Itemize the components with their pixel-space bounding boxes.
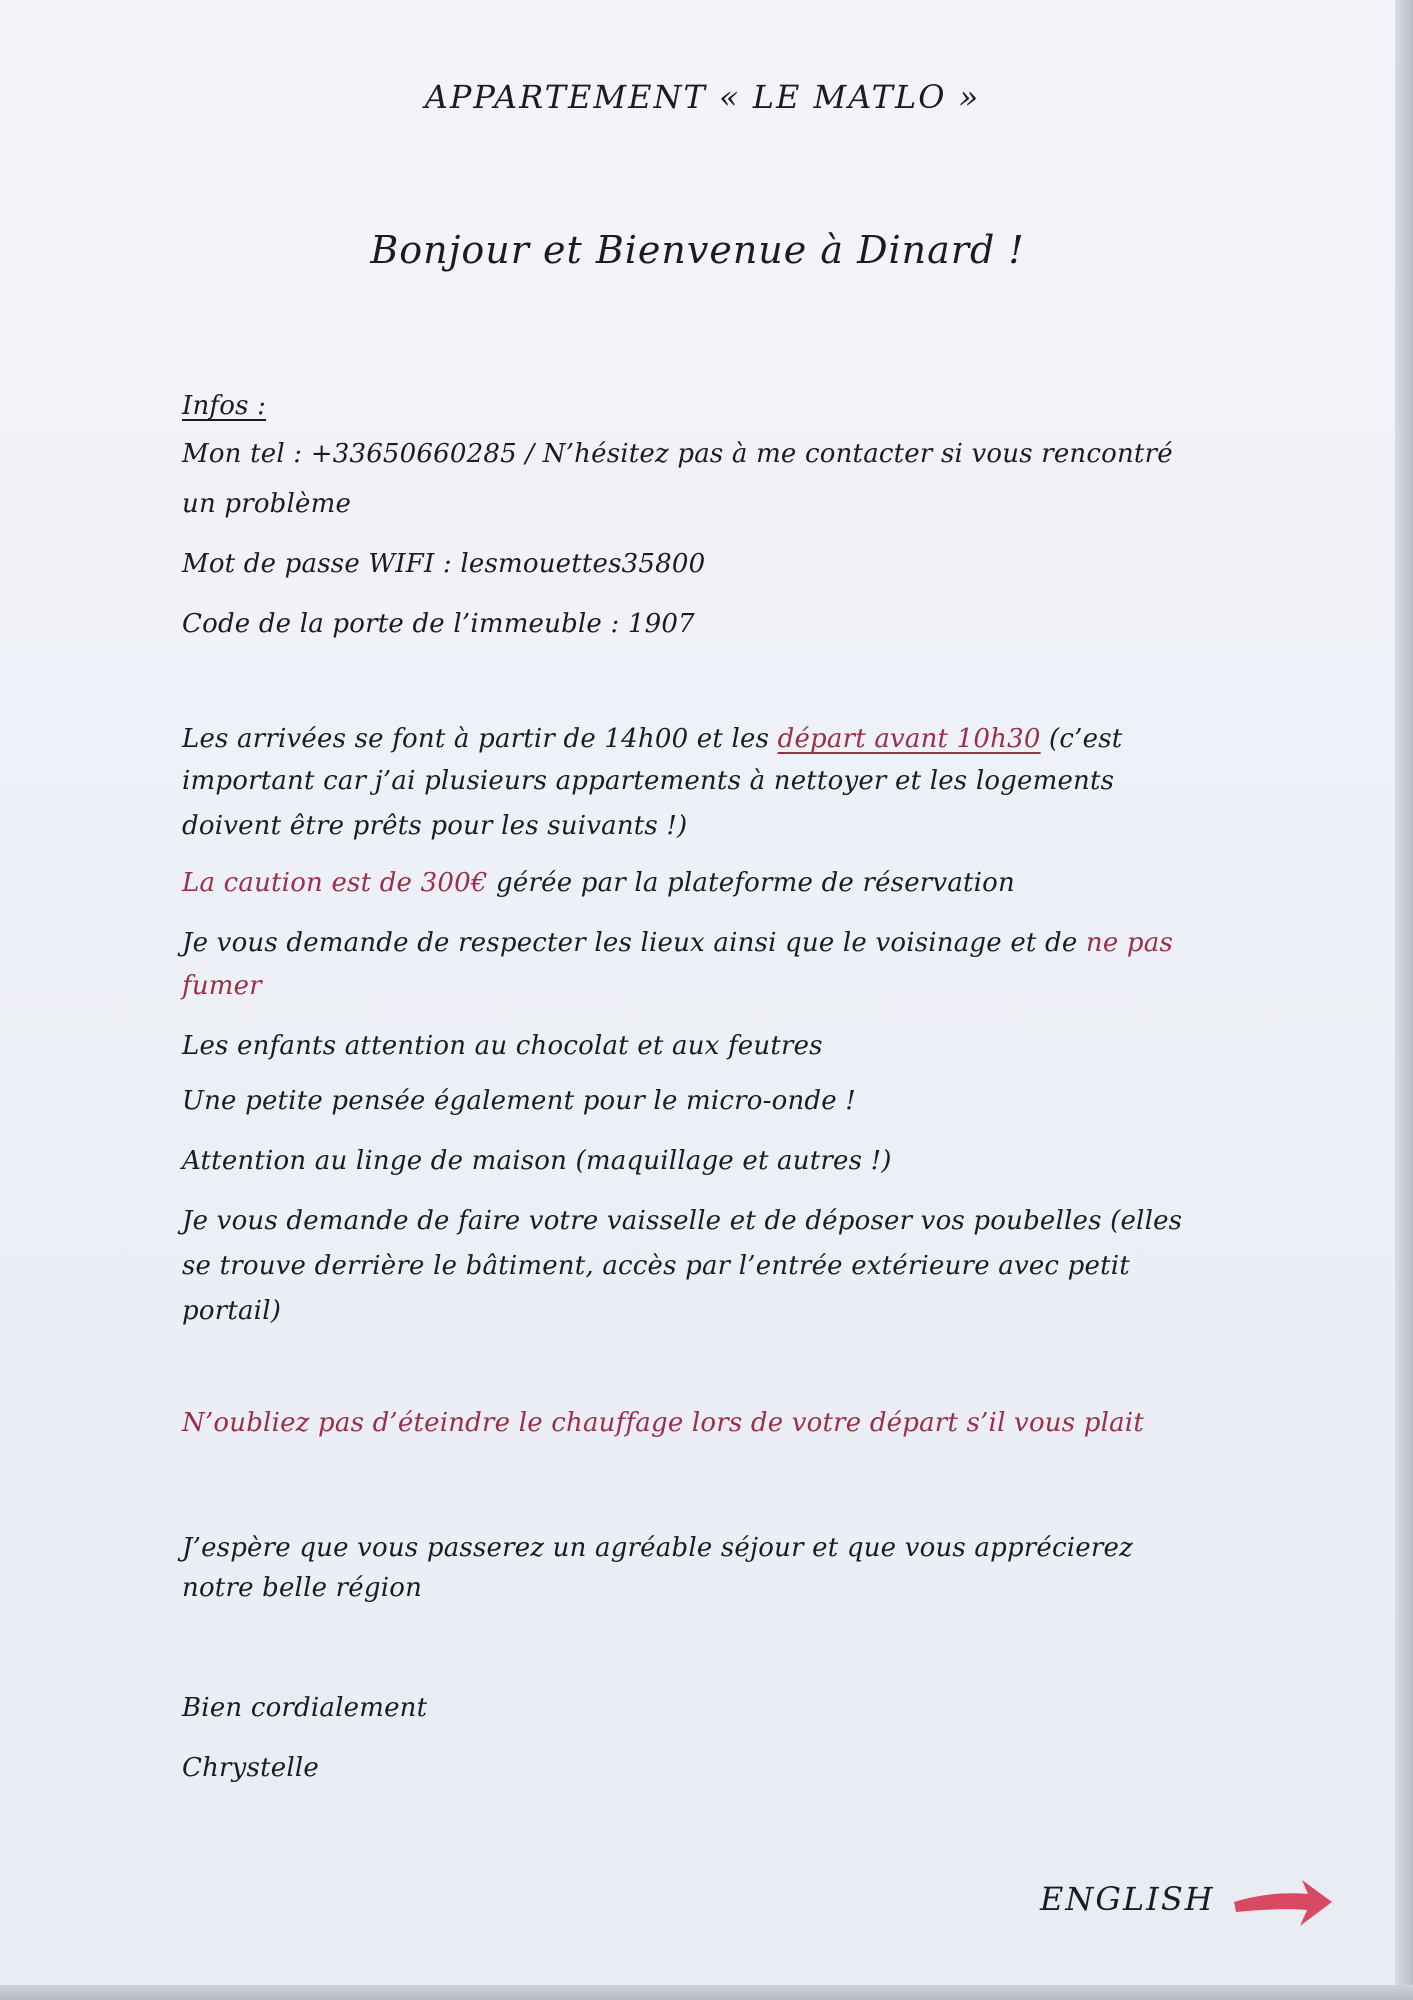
no-smoking-highlight: ne pas	[1085, 928, 1174, 958]
document-title: APPARTEMENT « LE MATLO »	[424, 78, 981, 116]
departure-time-highlight: départ avant 10h30	[777, 724, 1041, 754]
respect-line	[182, 922, 1173, 964]
phone-line-continued: un problème	[182, 489, 352, 519]
arrow-right-icon-shape	[1234, 1880, 1332, 1926]
dishes-line: Je vous demande de faire votre vaisselle et de déposer vos poubelles (elles	[182, 1206, 1183, 1236]
deposit-line	[182, 862, 1015, 904]
page-edge-shadow	[1395, 0, 1413, 2000]
dishes-line-3: portail)	[182, 1296, 282, 1326]
wish-line: J’espère que vous passerez un agréable séjour et que vous apprécierez	[182, 1533, 1133, 1563]
microwave-line: Une petite pensée également pour le micro-onde !	[182, 1086, 856, 1116]
arrivals-line	[182, 718, 1122, 760]
arrivals-line-2: important car j’ai plusieurs appartements à nettoyer et les logements	[182, 766, 1115, 796]
deposit-rest: gérée par la plateforme de réservation	[487, 868, 1015, 898]
english-version-link[interactable]: ENGLISH	[1040, 1880, 1215, 1918]
closing-line: Bien cordialement	[182, 1693, 428, 1723]
door-code-line: Code de la porte de l’immeuble : 1907	[182, 609, 695, 639]
page-bottom-shadow	[0, 1985, 1413, 2000]
wish-line-2: notre belle région	[182, 1573, 423, 1603]
infos-heading: Infos :	[182, 391, 267, 421]
signature: Chrystelle	[182, 1753, 319, 1783]
arrivals-text: Les arrivées se font à partir de 14h00 et les	[182, 724, 778, 754]
respect-text: Je vous demande de respecter les lieux ainsi que le voisinage et de	[182, 928, 1086, 958]
arrow-right-icon[interactable]	[1230, 1872, 1335, 1932]
linen-line: Attention au linge de maison (maquillage et autres !)	[182, 1146, 892, 1176]
no-smoking-highlight-continued: fumer	[182, 971, 262, 1001]
arrivals-line-3: doivent être prêts pour les suivants !)	[182, 811, 688, 841]
wifi-password-line: Mot de passe WIFI : lesmouettes35800	[182, 549, 706, 579]
children-line: Les enfants attention au chocolat et aux feutres	[182, 1031, 823, 1061]
heating-reminder: N’oubliez pas d’éteindre le chauffage lors de votre départ s’il vous plait	[182, 1408, 1144, 1438]
welcome-heading: Bonjour et Bienvenue à Dinard !	[370, 228, 1025, 272]
deposit-highlight: La caution est de 300€	[182, 868, 488, 898]
phone-line: Mon tel : +33650660285 / N’hésitez pas à me contacter si vous rencontré	[182, 439, 1173, 469]
arrivals-text-end: (c’est	[1040, 724, 1123, 754]
dishes-line-2: se trouve derrière le bâtiment, accès par l’entrée extérieure avec petit	[182, 1251, 1130, 1281]
